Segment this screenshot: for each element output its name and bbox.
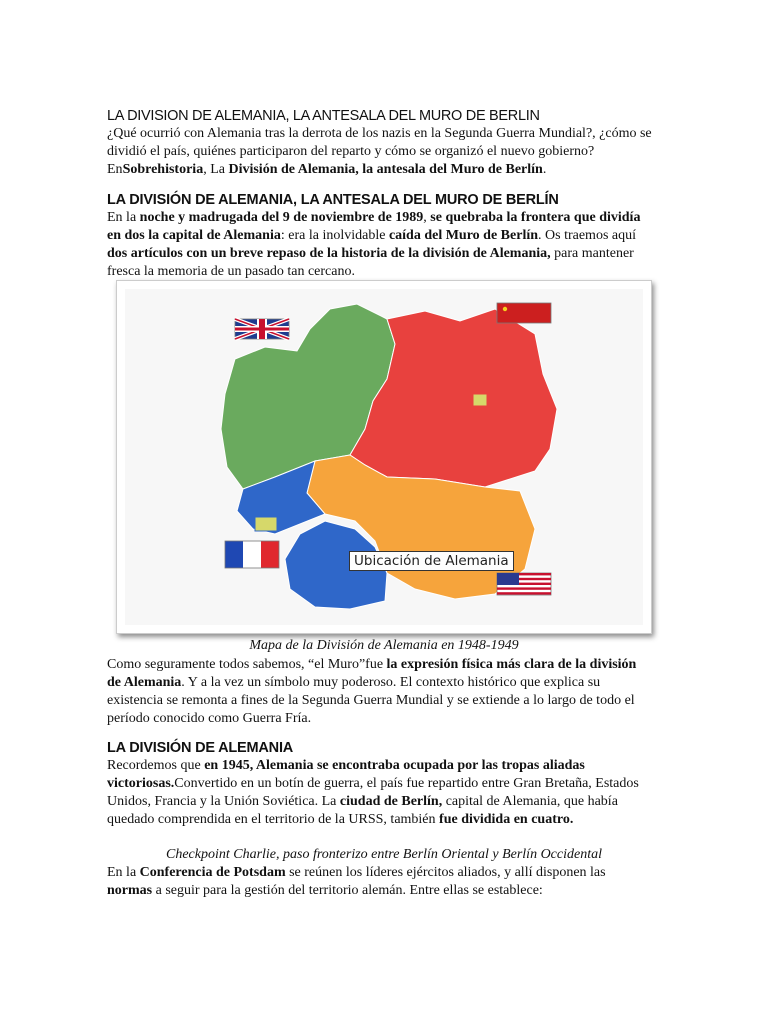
map-caption: Mapa de la División de Alemania en 1948-1949 [249, 638, 519, 653]
uk-flag-icon [235, 319, 289, 339]
paragraph-1: En la noche y madrugada del 9 de noviembre de 1989, se quebraba la frontera que dividía en dos la capital de Alemania: era la inolvidable caída del Muro de Berlín. Os traemos aquí dos artículos con un breve repaso de la historia de la división de Alemania, para mantener fresca la memoria de un pasado tan cercano. [107, 210, 641, 279]
document-title: LA DIVISION DE ALEMANIA, LA ANTESALA DEL MURO DE BERLIN [107, 108, 540, 124]
intro-paragraph: ¿Qué ocurrió con Alemania tras la derrota de los nazis en la Segunda Guerra Mundial?, ¿cómo se dividió el país, quiénes participaron del reparto y cómo se organizó el nuevo gobierno? EnSobrehistoria, La División de Alemania, la antesala del Muro de Berlín. [107, 126, 652, 177]
ussr-flag-icon [497, 303, 551, 323]
section-heading-1: LA DIVISIÓN DE ALEMANIA, LA ANTESALA DEL MURO DE BERLÍN [107, 192, 559, 208]
map-location-label: Ubicación de Alemania [349, 551, 514, 571]
paragraph-4: En la Conferencia de Potsdam se reúnen los líderes ejércitos aliados, y allí disponen las normas a seguir para la gestión del territorio alemán. Entre ellas se establece: [107, 865, 606, 898]
saar-region [255, 517, 277, 531]
france-flag-icon [225, 541, 279, 568]
berlin-marker [473, 394, 487, 406]
germany-division-map [116, 280, 652, 634]
paragraph-2: Como seguramente todos sabemos, “el Muro”fue la expresión física más clara de la división de Alemania. Y a la vez un símbolo muy poderoso. El contexto histórico que explica su existencia se remonta a fines de la Segunda Guerra Mundial y se extiende a lo largo de todo el período conocido como Guerra Fría. [107, 657, 637, 726]
checkpoint-caption: Checkpoint Charlie, paso fronterizo entre Berlín Oriental y Berlín Occidental [165, 847, 602, 862]
section-heading-2: LA DIVISIÓN DE ALEMANIA [107, 740, 294, 756]
paragraph-3: Recordemos que en 1945, Alemania se encontraba ocupada por las tropas aliadas victoriosas.Convertido en un botín de guerra, el país fue repartido entre Gran Bretaña, Estados Unidos, Francia y la Unión Soviética. La ciudad de Berlín, capital de Alemania, que había quedado comprendida en el territorio de la URSS, también fue dividida en cuatro. [107, 758, 639, 827]
usa-flag-icon [497, 573, 551, 595]
